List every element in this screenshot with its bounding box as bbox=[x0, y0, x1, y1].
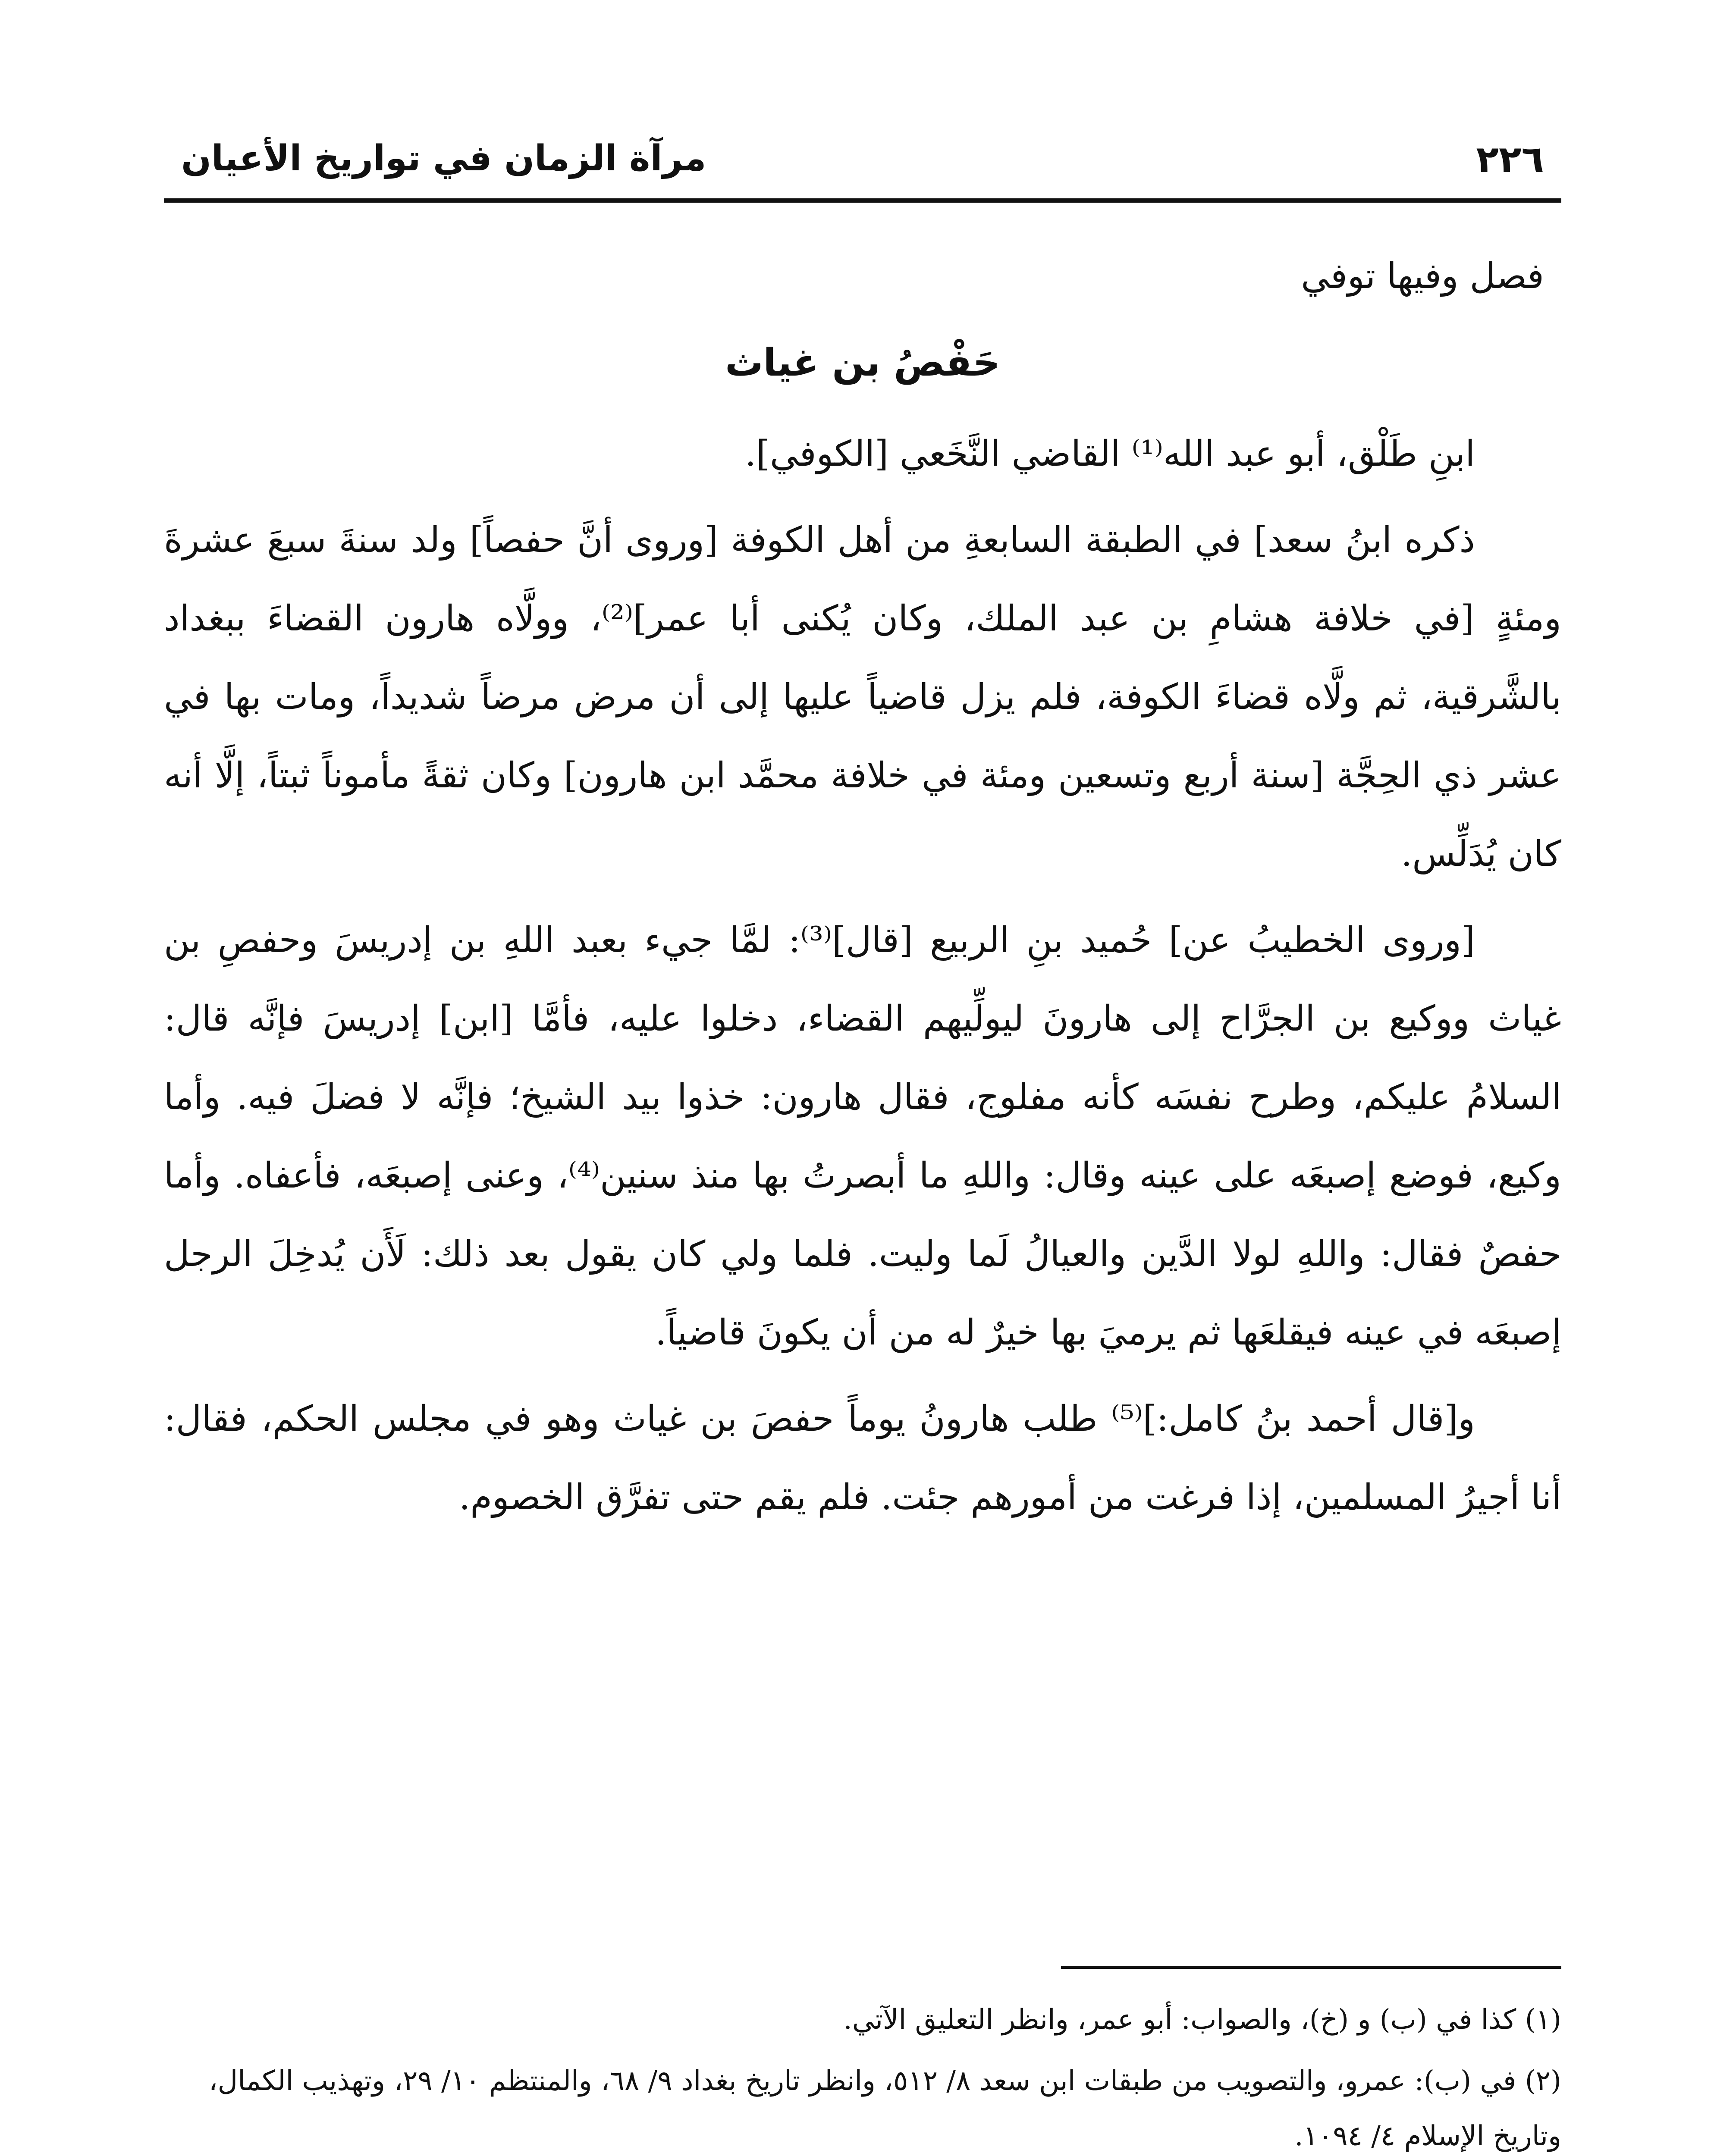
paragraph-biography: ذكره ابنُ سعد] في الطبقة السابعةِ من أهل الكوفة [وروى أنَّ حفصاً] ولد سنةَ سبعَ عشرةَ ومئةٍ [في خلافة هشامِ بن عبد الملك، وكان يُكنى أبا عمر]⁽²⁾، وولَّاه هارون القضاءَ ببغداد بالشَّرقية، ثم ولَّاه قضاءَ الكوفة، فلم يزل قاضياً عليها إلى أن مرض مرضاً شديداً، ومات بها في عشر ذي الحِجَّة [سنة أربع وتسعين ومئة في خلافة محمَّد ابن هارون] وكان ثقةً مأموناً ثبتاً، إلَّا أنه كان يُدَلِّس. bbox=[164, 520, 1561, 874]
paragraph-lineage: ابنِ طَلْق، أبو عبد الله⁽¹⁾ القاضي النَّخَعي [الكوفي]. bbox=[744, 433, 1475, 474]
book-page bbox=[164, 108, 1561, 2156]
footnote-1: (١) كذا في (ب) و (خ)، والصواب: أبو عمر، وانظر التعليق الآتي. bbox=[843, 2004, 1561, 2036]
footnote-2: (٢) في (ب): عمرو، والتصويب من طبقات ابن سعد ٨/ ٥١٢، وانظر تاريخ بغداد ٩/ ٦٨، والمنتظم ١٠/ ٢٩، وتهذيب الكمال، وتاريخ الإسلام ٤/ ١٠٩٤. bbox=[208, 2065, 1561, 2152]
footnotes bbox=[164, 1992, 1561, 2156]
main-text bbox=[164, 237, 1561, 1545]
paragraph-anecdote: [وروى الخطيبُ عن] حُميد بنِ الربيع [قال]⁽³⁾: لمَّا جيء بعبد اللهِ بن إدريسَ وحفصِ بن غياث ووكيع بن الجرَّاح إلى هارونَ ليولِّيهم القضاء، دخلوا عليه، فأمَّا [ابن] إدريسَ فإنَّه قال: السلامُ عليكم، وطرح نفسَه كأنه مفلوج، فقال هارون: خذوا بيد الشيخ؛ فإنَّه لا فضلَ فيه. وأما وكيع، فوضع إصبعَه على عينه وقال: واللهِ ما أبصرتُ بها منذ سنين⁽⁴⁾، وعنى إصبعَه، فأعفاه. وأما حفصٌ فقال: واللهِ لولا الدَّين والعيالُ لَما وليت. فلما ولي كان يقول بعد ذلك: لَأَن يُدخِلَ الرجل إصبعَه في عينه فيقلعَها ثم يرميَ بها خيرٌ له من أن يكونَ قاضياً. bbox=[164, 920, 1561, 1353]
biography-heading: حَفْصُ بن غياث bbox=[725, 340, 1000, 385]
page-number: ٢٢٦ bbox=[1476, 138, 1544, 181]
paragraph-closing: و[قال أحمد بنُ كامل:]⁽⁵⁾ طلب هارونُ يوماً حفصَ بن غياث وهو في مجلس الحكم، فقال: أنا أجيرُ المسلمين، إذا فرغت من أمورهم جئت. فلم يقم حتى تفرَّق الخصوم. bbox=[164, 1398, 1561, 1518]
footnote-rule bbox=[1061, 1966, 1561, 1969]
running-title: مرآة الزمان في تواريخ الأعيان bbox=[181, 138, 706, 179]
running-head bbox=[164, 125, 1561, 194]
section-intro: فصل وفيها توفي bbox=[1301, 256, 1544, 297]
header-rule bbox=[164, 198, 1561, 203]
